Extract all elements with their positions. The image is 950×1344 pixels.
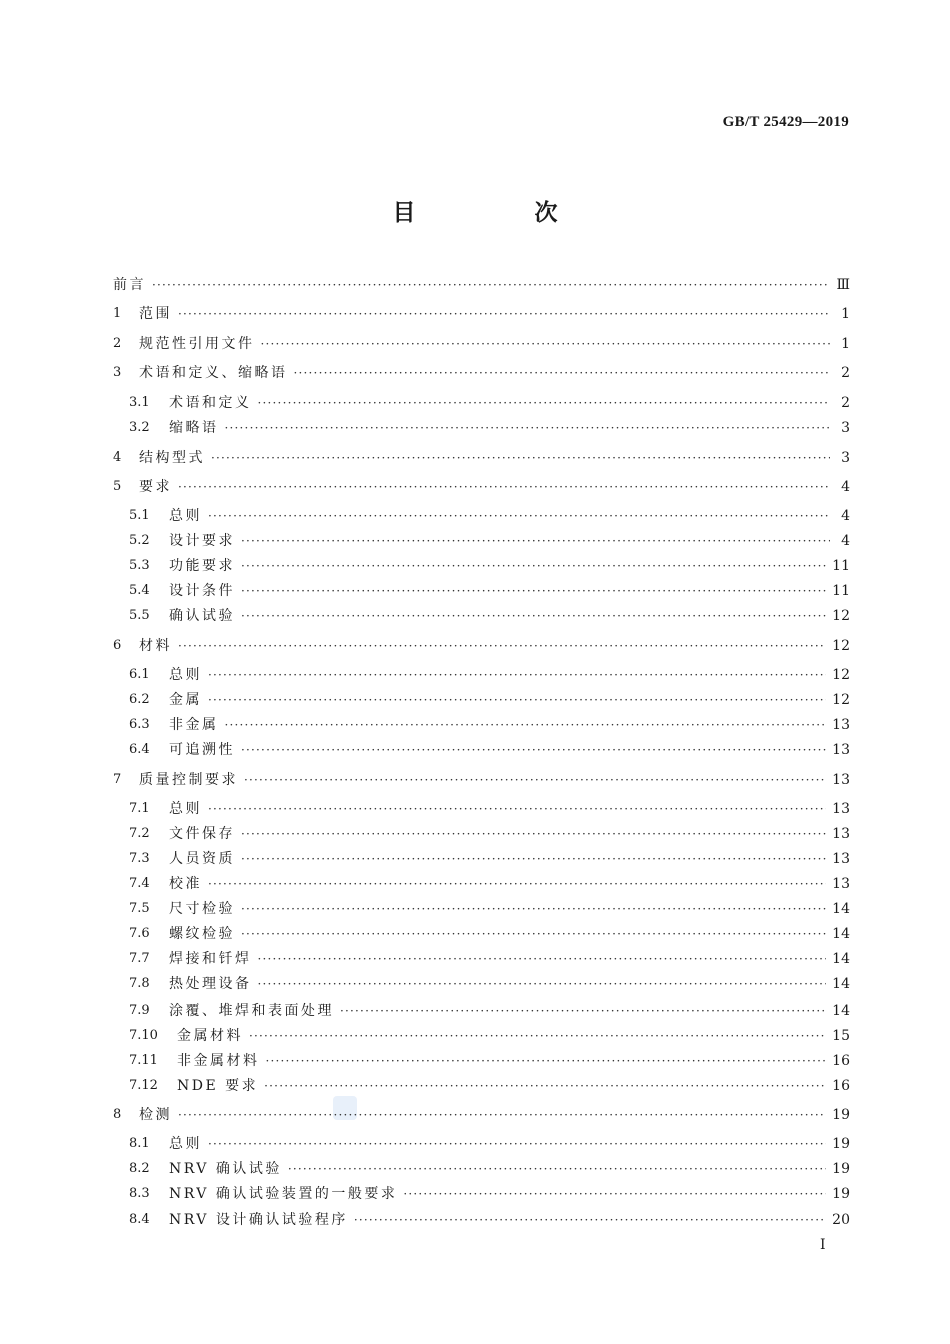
toc-entry-label: 设计条件 xyxy=(169,583,235,599)
toc-leader-dots xyxy=(225,714,827,736)
toc-leader-dots xyxy=(208,689,826,711)
toc-entry-label: 非金属 xyxy=(169,717,219,733)
toc-leader-dots xyxy=(241,530,830,552)
toc-entry[interactable] xyxy=(129,1158,850,1180)
toc-entry[interactable] xyxy=(113,769,850,791)
toc-entry[interactable] xyxy=(113,1104,850,1126)
toc-entry-page: 2 xyxy=(841,395,850,411)
toc-entry-page: 16 xyxy=(832,1078,850,1094)
toc-entry-label: 总则 xyxy=(169,508,202,524)
toc-leader-dots xyxy=(208,664,826,686)
standard-code: GB/T 25429—2019 xyxy=(722,114,849,130)
toc-entry[interactable] xyxy=(129,1183,850,1205)
toc-entry-number: 4 xyxy=(113,450,122,465)
toc-entry[interactable] xyxy=(129,1075,850,1097)
toc-entry[interactable] xyxy=(129,580,850,602)
toc-entry-page: 12 xyxy=(832,608,850,624)
toc-leader-dots xyxy=(294,362,831,384)
toc-leader-dots xyxy=(178,1104,826,1126)
toc-leader-dots xyxy=(208,1133,826,1155)
toc-leader-dots xyxy=(152,274,830,296)
toc-entry-label: 缩略语 xyxy=(169,420,219,436)
toc-entry-page: 13 xyxy=(832,826,850,842)
toc-entry-page: 13 xyxy=(832,717,850,733)
toc-entry-label: 范围 xyxy=(139,306,172,322)
toc-leader-dots xyxy=(258,392,831,414)
toc-entry-number: 7.12 xyxy=(129,1078,158,1093)
toc-entry-page: 12 xyxy=(832,638,850,654)
toc-entry[interactable] xyxy=(129,739,850,761)
toc-leader-dots xyxy=(340,1000,826,1022)
toc-entry-number: 5.1 xyxy=(129,508,150,523)
toc-entry-number: 8.3 xyxy=(129,1186,150,1201)
toc-leader-dots xyxy=(244,769,826,791)
toc-entry-label: 材料 xyxy=(139,638,172,654)
toc-entry-label: NRV 设计确认试验程序 xyxy=(169,1212,348,1228)
toc-leader-dots xyxy=(266,1050,827,1072)
toc-entry-label: 非金属材料 xyxy=(177,1053,260,1069)
toc-entry-label: 总则 xyxy=(169,801,202,817)
toc-entry-number: 7.9 xyxy=(129,1003,150,1018)
toc-entry-label: 要求 xyxy=(139,479,172,495)
toc-entry-label: 总则 xyxy=(169,667,202,683)
toc-entry[interactable] xyxy=(129,973,850,995)
toc-entry-page: 16 xyxy=(832,1053,850,1069)
toc-entry-label: 螺纹检验 xyxy=(169,926,235,942)
toc-leader-dots xyxy=(241,898,826,920)
toc-leader-dots xyxy=(258,973,827,995)
toc-entry-page: 4 xyxy=(841,533,850,549)
toc-entry[interactable] xyxy=(129,848,850,870)
toc-entry-number: 6.1 xyxy=(129,667,150,682)
toc-entry-page: 20 xyxy=(832,1212,850,1228)
toc-entry-label: 校准 xyxy=(169,876,202,892)
toc-leader-dots xyxy=(241,605,826,627)
toc-entry-number: 7.8 xyxy=(129,976,150,991)
toc-entry[interactable] xyxy=(113,303,850,325)
toc-entry-number: 1 xyxy=(113,306,122,321)
toc-entry-label: 人员资质 xyxy=(169,851,235,867)
toc-entry-number: 7.7 xyxy=(129,951,150,966)
toc-entry-number: 7.6 xyxy=(129,926,150,941)
toc-entry-page: 14 xyxy=(832,976,850,992)
toc-entry[interactable] xyxy=(113,635,850,657)
toc-entry-number: 5 xyxy=(113,479,122,494)
toc-entry[interactable] xyxy=(129,823,850,845)
toc-entry-number: 3.2 xyxy=(129,420,150,435)
toc-entry-number: 8.2 xyxy=(129,1161,150,1176)
toc-entry-label: 尺寸检验 xyxy=(169,901,235,917)
toc-leader-dots xyxy=(258,948,827,970)
toc-entry-page: 4 xyxy=(841,508,850,524)
toc-leader-dots xyxy=(261,333,831,355)
toc-entry[interactable] xyxy=(113,447,850,469)
toc-entry-label: 确认试验 xyxy=(169,608,235,624)
toc-entry-page: 19 xyxy=(832,1186,850,1202)
toc-entry-number: 3 xyxy=(113,365,122,380)
toc-entry-label: 总则 xyxy=(169,1136,202,1152)
toc-entry-page: 13 xyxy=(832,851,850,867)
toc-entry[interactable] xyxy=(129,530,850,552)
toc-entry-page: 19 xyxy=(832,1107,850,1123)
toc-entry-page: 12 xyxy=(832,692,850,708)
toc-leader-dots xyxy=(354,1209,826,1231)
toc-entry-number: 8.1 xyxy=(129,1136,150,1151)
toc-entry[interactable] xyxy=(129,1133,850,1155)
toc-entry-number: 2 xyxy=(113,336,122,351)
toc-entry-number: 7.5 xyxy=(129,901,150,916)
toc-entry-number: 6.3 xyxy=(129,717,150,732)
toc-entry-number: 6.4 xyxy=(129,742,150,757)
toc-leader-dots xyxy=(241,580,826,602)
toc-entry[interactable] xyxy=(113,362,850,384)
toc-entry-page: 1 xyxy=(841,306,850,322)
toc-entry-label: 金属 xyxy=(169,692,202,708)
toc-entry-page: 14 xyxy=(832,951,850,967)
toc-entry-label: 热处理设备 xyxy=(169,976,252,992)
toc-entry-number: 6 xyxy=(113,638,122,653)
toc-entry-label: 规范性引用文件 xyxy=(139,336,255,352)
toc-entry-label: 焊接和钎焊 xyxy=(169,951,252,967)
toc-leader-dots xyxy=(241,848,826,870)
toc-entry[interactable] xyxy=(129,555,850,577)
toc-entry-label: 结构型式 xyxy=(139,450,205,466)
toc-leader-dots xyxy=(208,798,826,820)
toc-entry-label: 金属材料 xyxy=(177,1028,243,1044)
toc-leader-dots xyxy=(288,1158,826,1180)
toc-entry-page: 11 xyxy=(832,583,850,599)
toc-entry-page: 1 xyxy=(841,336,850,352)
toc-entry-label: 文件保存 xyxy=(169,826,235,842)
toc-entry-label: NRV 确认试验 xyxy=(169,1161,282,1177)
toc-entry-page: 13 xyxy=(832,772,850,788)
toc-entry[interactable] xyxy=(129,689,850,711)
toc-entry-page: 3 xyxy=(841,420,850,436)
toc-entry-page: 11 xyxy=(832,558,850,574)
toc-entry[interactable] xyxy=(129,505,850,527)
toc-entry-number: 3.1 xyxy=(129,395,150,410)
toc-entry-number: 5.3 xyxy=(129,558,150,573)
toc-entry-number: 7.11 xyxy=(129,1053,158,1068)
toc-entry-page: 19 xyxy=(832,1136,850,1152)
toc-entry-number: 6.2 xyxy=(129,692,150,707)
toc-entry[interactable] xyxy=(129,1000,850,1022)
toc-entry-number: 8.4 xyxy=(129,1212,150,1227)
toc-entry-page: 14 xyxy=(832,901,850,917)
toc-entry-page: 15 xyxy=(832,1028,850,1044)
toc-entry[interactable] xyxy=(129,664,850,686)
toc-entry-label: 质量控制要求 xyxy=(139,772,238,788)
toc-entry[interactable] xyxy=(129,1025,850,1047)
toc-leader-dots xyxy=(249,1025,826,1047)
toc-entry[interactable] xyxy=(129,1209,850,1231)
toc-entry-number: 7.3 xyxy=(129,851,150,866)
toc-entry-page: 13 xyxy=(832,801,850,817)
toc-entry-label: NDE 要求 xyxy=(177,1078,259,1094)
toc-leader-dots xyxy=(241,923,826,945)
toc-leader-dots xyxy=(241,823,826,845)
toc-leader-dots xyxy=(241,739,826,761)
toc-entry[interactable] xyxy=(129,714,850,736)
toc-entry[interactable] xyxy=(113,333,850,355)
toc-leader-dots xyxy=(264,1075,826,1097)
toc-entry-number: 5.2 xyxy=(129,533,150,548)
toc-entry[interactable] xyxy=(129,798,850,820)
toc-entry[interactable] xyxy=(129,873,850,895)
toc-entry-label: 设计要求 xyxy=(169,533,235,549)
toc-entry-number: 5.4 xyxy=(129,583,150,598)
toc-leader-dots xyxy=(178,476,830,498)
toc-leader-dots xyxy=(225,417,831,439)
toc-entry-label: NRV 确认试验装置的一般要求 xyxy=(169,1186,398,1202)
toc-entry-label: 检测 xyxy=(139,1107,172,1123)
toc-entry[interactable] xyxy=(113,476,850,498)
toc-entry[interactable] xyxy=(129,417,850,439)
toc-entry-page: 13 xyxy=(832,742,850,758)
toc-entry-number: 7.1 xyxy=(129,801,150,816)
toc-leader-dots xyxy=(403,1183,826,1205)
page-number: Ⅰ xyxy=(820,1238,826,1253)
toc-entry-number: 7 xyxy=(113,772,122,787)
toc-entry-page: 4 xyxy=(841,479,850,495)
toc-entry-label: 术语和定义、缩略语 xyxy=(139,365,288,381)
toc-entry-label: 前言 xyxy=(113,277,146,293)
toc-entry-page: 3 xyxy=(841,450,850,466)
toc-entry[interactable] xyxy=(113,274,850,296)
toc-entry-number: 7.2 xyxy=(129,826,150,841)
toc-leader-dots xyxy=(178,303,830,325)
toc-entry-page: 14 xyxy=(832,926,850,942)
toc-entry-page: 2 xyxy=(841,365,850,381)
toc-entry-number: 5.5 xyxy=(129,608,150,623)
toc-leader-dots xyxy=(178,635,826,657)
toc-leader-dots xyxy=(208,505,830,527)
toc-entry[interactable] xyxy=(129,605,850,627)
toc-entry-page: 19 xyxy=(832,1161,850,1177)
toc-entry-label: 可追溯性 xyxy=(169,742,235,758)
toc-entry-number: 7.10 xyxy=(129,1028,158,1043)
toc-leader-dots xyxy=(208,873,826,895)
toc-entry-label: 功能要求 xyxy=(169,558,235,574)
toc-title: 目 次 xyxy=(392,200,606,226)
toc-entry-label: 术语和定义 xyxy=(169,395,252,411)
toc-entry-number: 7.4 xyxy=(129,876,150,891)
toc-entry[interactable] xyxy=(129,1050,850,1072)
toc-entry-page: 12 xyxy=(832,667,850,683)
toc-leader-dots xyxy=(241,555,826,577)
toc-entry[interactable] xyxy=(129,392,850,414)
toc-entry-page: Ⅲ xyxy=(836,277,850,293)
toc-entry-page: 13 xyxy=(832,876,850,892)
toc-leader-dots xyxy=(211,447,830,469)
toc-entry-page: 14 xyxy=(832,1003,850,1019)
toc-entry[interactable] xyxy=(129,923,850,945)
toc-entry-number: 8 xyxy=(113,1107,122,1122)
toc-entry-label: 涂覆、堆焊和表面处理 xyxy=(169,1003,334,1019)
toc-entry[interactable] xyxy=(129,898,850,920)
toc-entry[interactable] xyxy=(129,948,850,970)
